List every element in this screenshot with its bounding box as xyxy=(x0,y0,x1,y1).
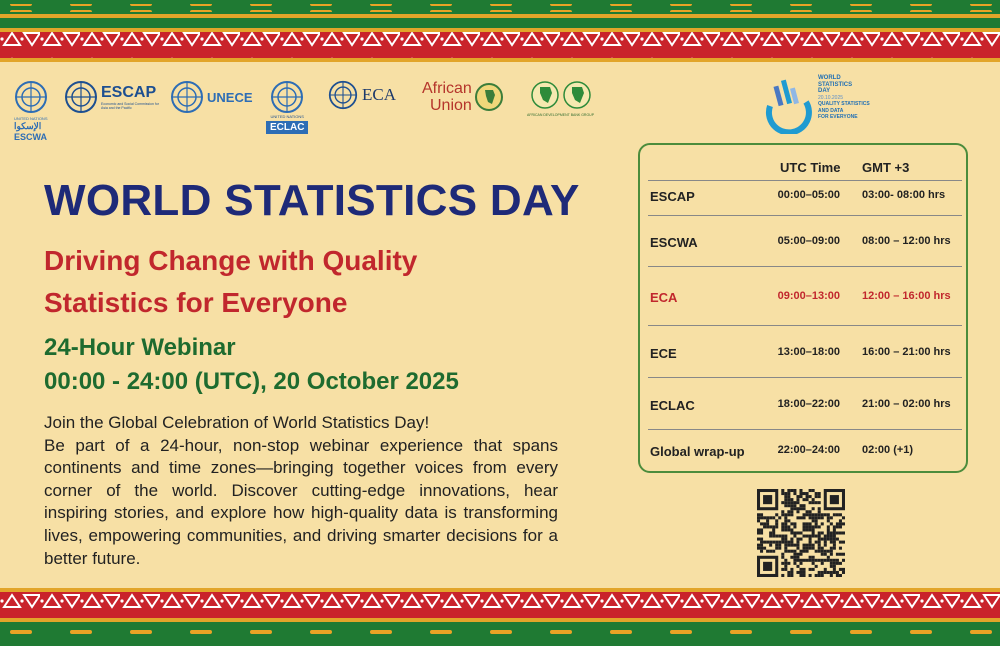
wsd-date: 20.10.2025 xyxy=(818,94,844,101)
wsd-tag3: FOR EVERYONE xyxy=(818,114,858,120)
escap-name: ESCAP xyxy=(101,84,157,101)
row-divider xyxy=(648,266,962,267)
africa-map-icon xyxy=(530,80,560,110)
description-paragraph: Be part of a 24-hour, non-stop webinar experience that spans continents and time zones—bringing together voices from every corner of the world. Discover cutting-edge innovations, hear inspiring stories, and explore how high-quality data is transforming lives, empowering communities, and driving smarter decisions for a better future. xyxy=(44,435,558,568)
wsd-line1: WORLD xyxy=(818,75,841,81)
wsd-tag1: QUALITY STATISTICS xyxy=(818,101,870,107)
unece-logo xyxy=(170,80,253,114)
wsd-emblem-icon xyxy=(762,72,814,134)
gmt-time: 16:00 – 21:00 hrs xyxy=(862,346,951,358)
gmt-time: 21:00 – 02:00 hrs xyxy=(862,398,951,410)
utc-time: 22:00–24:00 xyxy=(777,444,840,456)
escwa-logo xyxy=(14,80,48,142)
subtitle xyxy=(44,240,564,324)
au-line1: African xyxy=(422,80,472,97)
region-name: ESCAP xyxy=(650,189,695,204)
subtitle-line1: Driving Change with Quality xyxy=(44,245,418,276)
utc-column-header: UTC Time xyxy=(780,160,841,175)
row-divider xyxy=(648,215,962,216)
un-emblem-icon xyxy=(14,80,48,114)
description xyxy=(44,412,558,570)
wsd-tag2: AND DATA xyxy=(818,107,844,114)
african-union-logo xyxy=(422,80,504,114)
bottom-border-pattern xyxy=(0,588,1000,646)
eca-name: ECA xyxy=(362,85,396,104)
page-title: WORLD STATISTICS DAY xyxy=(44,176,580,225)
escap-caption: Economic and Social Commission for Asia and the Pacific xyxy=(101,102,159,110)
bottom-decorative-border xyxy=(0,588,1000,646)
schedule-table xyxy=(638,143,968,473)
un-emblem-icon xyxy=(170,80,204,114)
row-divider xyxy=(648,429,962,430)
region-name: ECA xyxy=(650,290,678,305)
utc-time: 00:00–05:00 xyxy=(777,189,840,201)
utc-time: 05:00–09:00 xyxy=(777,235,840,247)
eclac-caption: UNITED NATIONS xyxy=(270,114,304,119)
eclac-name: ECLAC xyxy=(266,121,308,134)
gmt-time: 08:00 – 12:00 hrs xyxy=(862,235,951,247)
utc-time: 13:00–18:00 xyxy=(777,346,840,358)
region-name: ECE xyxy=(650,346,677,361)
world-statistics-day-logo xyxy=(762,72,882,134)
utc-time: 09:00–13:00 xyxy=(777,290,840,302)
afdb-caption: AFRICAN DEVELOPMENT BANK GROUP xyxy=(527,113,595,117)
qr-finder-bottom-left xyxy=(757,556,778,577)
top-decorative-border xyxy=(0,0,1000,62)
eca-logo xyxy=(328,80,396,110)
eclac-logo xyxy=(266,80,308,134)
wsd-line3: DAY xyxy=(818,88,831,94)
region-name: ECLAC xyxy=(650,398,695,413)
gmt-time: 03:00- 08:00 hrs xyxy=(862,189,946,201)
qr-finder-top-right xyxy=(824,489,845,510)
escap-logo xyxy=(64,80,163,114)
row-divider xyxy=(648,180,962,181)
un-emblem-icon xyxy=(270,80,304,114)
escwa-arabic: الإسكوا xyxy=(14,121,42,131)
subtitle-line2: Statistics for Everyone xyxy=(44,287,348,318)
region-name: Global wrap-up xyxy=(650,444,745,459)
africa-map-icon xyxy=(562,80,592,110)
wsd-line2: STATISTICS xyxy=(818,81,853,88)
row-divider xyxy=(648,377,962,378)
african-union-emblem-icon xyxy=(474,82,504,112)
webinar-label: 24-Hour Webinar xyxy=(44,334,236,361)
utc-time: 18:00–22:00 xyxy=(777,398,840,410)
gmt-time: 12:00 – 16:00 hrs xyxy=(862,290,951,302)
row-divider xyxy=(648,325,962,326)
au-line2: Union xyxy=(430,97,472,114)
region-name: ESCWA xyxy=(650,235,698,250)
description-intro: Join the Global Celebration of World Statistics Day! xyxy=(44,413,430,432)
qr-finder-top-left xyxy=(757,489,778,510)
un-emblem-icon xyxy=(64,80,98,114)
event-datetime: 00:00 - 24:00 (UTC), 20 October 2025 xyxy=(44,368,459,395)
unece-name: UNECE xyxy=(207,89,253,105)
afdb-logo xyxy=(527,80,594,117)
top-border-pattern xyxy=(0,0,1000,62)
escwa-name: ESCWA xyxy=(14,132,48,142)
qr-code[interactable] xyxy=(757,489,845,577)
escwa-caption: UNITED NATIONS xyxy=(14,116,48,121)
un-emblem-icon xyxy=(328,80,358,110)
gmt-time: 02:00 (+1) xyxy=(862,444,914,456)
gmt-column-header: GMT +3 xyxy=(862,160,910,175)
